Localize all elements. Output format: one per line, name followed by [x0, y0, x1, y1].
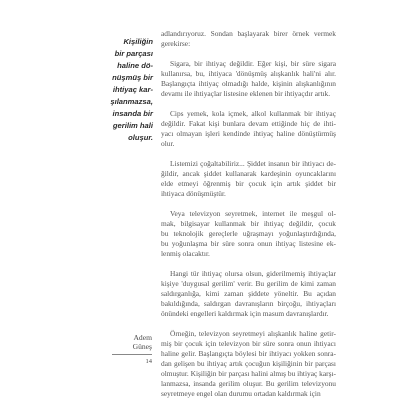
text-line: elde etmeyi öğrenmiş bir çocuk için artık şiddet bir: [161, 179, 336, 188]
text-line: Örneğin, televizyon seyretmeyi alışkanlık haline getir-: [170, 329, 336, 338]
text-line: bu teknolojik gereçlerle uğraşmayı yoğunlaştırdığında,: [161, 229, 336, 238]
text-line: yacı olmayan işleri kendinde ihtiyaç haline dönüştürmüş: [161, 129, 336, 138]
paragraph: [161, 109, 336, 149]
paragraph: [161, 209, 336, 259]
text-line: Listemizi çoğaltabiliriz... Şiddet insanın bir ihtiyacı de-: [170, 159, 336, 168]
pull-quote-line: nüşmüş bir: [112, 73, 153, 82]
text-line: Hangi tür ihtiyaç olursa olsun, giderilmemiş ihtiyaçlar: [170, 269, 336, 278]
page-footer: [112, 333, 152, 365]
text-line: dan gelişen bu ihtiyaç artık çocuğun kişiliğinin bir parçası: [161, 359, 336, 368]
pull-quote-line: bir parçası: [114, 49, 153, 58]
page-number: 14: [145, 358, 152, 365]
text-line: değildir. Fakat kişi bunlara devam ettiğinde hiç de ihti-: [161, 119, 336, 128]
text-line: lanmazsa, insanda gerilim oluşur. Bu gerilim televizyonu: [161, 379, 336, 388]
text-line: bu yoğunlaşma bir süre sonra onun ihtiyaç listesine ek-: [161, 239, 336, 248]
text-line: Başlangıçta ihtiyaç olmadığı halde, kişinin alışkanlığının: [161, 79, 336, 88]
text-line: seyretmeye engel olan durumu ortadan kaldırmak için: [161, 389, 321, 398]
paragraph: [161, 59, 336, 99]
paragraph: [161, 29, 336, 49]
text-line: mak, bilgisayar kullanmak bir ihtiyaç değildir, çocuk: [161, 219, 336, 228]
text-line: devamı ile ihtiyaçlar listesine eklenen bir ihtiyaçdır artık.: [161, 89, 331, 98]
text-line: Cips yemek, kola içmek, alkol kullanmak bir ihtiyaç: [170, 109, 336, 118]
pull-quote-line: haline dö-: [117, 61, 153, 70]
footer-rule: [112, 354, 152, 355]
pull-quote-line: insanda bir: [112, 109, 153, 118]
text-line: olur.: [161, 139, 175, 148]
pull-quote-line: Kişiliğin: [123, 37, 153, 46]
text-line: lenmiş olacaktır.: [161, 249, 210, 258]
author-last-name: Güneş: [132, 342, 152, 351]
text-line: önündeki engelleri kaldırmak için masum davranışlardır.: [161, 309, 329, 318]
paragraph: [161, 329, 336, 399]
text-line: bakıldığında, saldırgan davranışların birçoğu, ihtiyaçları: [161, 299, 336, 308]
pull-quote-line: gerilim hali: [112, 121, 153, 130]
author-first-name: Adem: [133, 333, 152, 342]
paragraph: [161, 159, 336, 199]
text-line: saldırganlığa, kimi zaman şiddete yöneltir. Bu açıdan: [161, 289, 336, 298]
body-text-column: [161, 29, 336, 409]
text-line: ihtiyaca dönüşmüştür.: [161, 189, 226, 198]
paragraph: [161, 269, 336, 319]
text-line: kullanırsa, bu, ihtiyaca 'dönüşmüş alışkanlık hali'ni alır.: [161, 69, 336, 78]
text-line: olmuştur. Kişiliğin bir parçası halini almış bu ihtiyaç karşı-: [161, 369, 336, 378]
pull-quote-line: şılanmazsa,: [110, 97, 153, 106]
text-line: gerekirse:: [161, 39, 191, 48]
text-line: kişiye 'duygusal gerilim' verir. Bu gerilim de kimi zaman: [161, 279, 336, 288]
text-line: haline gelir. Başlangıçta böylesi bir ihtiyacı yokken sonra-: [161, 349, 336, 358]
margin-pull-quote: [80, 36, 153, 144]
text-line: Sigara, bir ihtiyaç değildir. Eğer kişi, bir süre sigara: [170, 59, 336, 68]
text-line: Veya televizyon seyretmek, internet ile meşgul ol-: [170, 209, 336, 218]
pull-quote-line: ihtiyaç kar-: [112, 85, 153, 94]
text-line: adlandırıyoruz. Sondan başlayarak birer örnek vermek: [161, 29, 336, 38]
pull-quote-line: oluşur.: [128, 133, 153, 142]
text-line: miş bir çocuk için televizyon bir süre sonra onun ihtiyacı: [161, 339, 336, 348]
text-line: ğildir, ancak şiddet kullanarak kardeşinin oyuncaklarını: [161, 169, 336, 178]
